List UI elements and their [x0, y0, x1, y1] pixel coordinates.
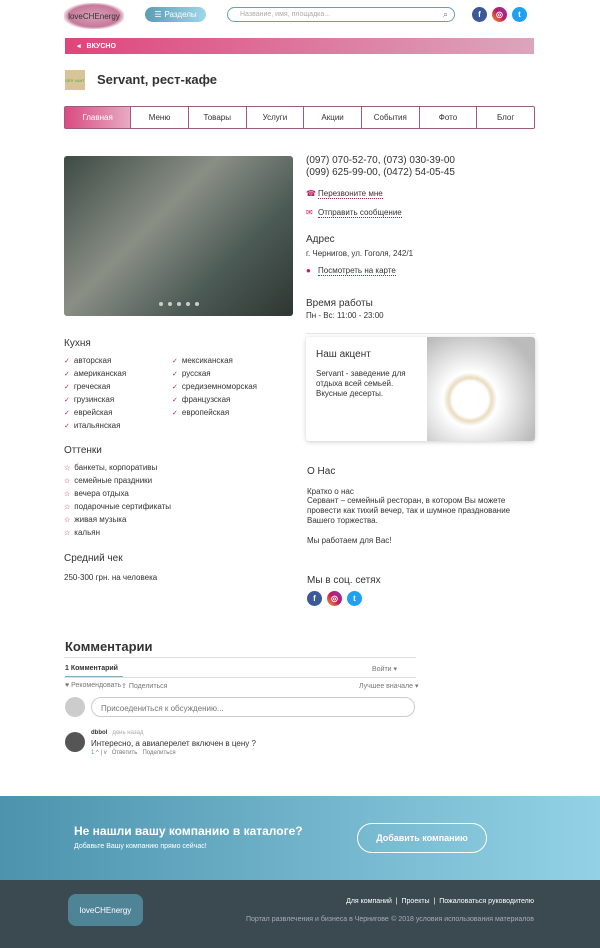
divider [64, 677, 416, 678]
slider-dots[interactable] [159, 302, 199, 306]
list-item: ☆ кальян [64, 528, 100, 537]
check-circle-icon: ☆ [64, 504, 71, 511]
share-button[interactable]: ⇪ Поделиться [121, 683, 168, 690]
send-message-link[interactable]: Отправить сообщение [318, 208, 402, 217]
tab-main[interactable]: Главная [65, 107, 130, 128]
check-circle-icon: ☆ [64, 517, 71, 524]
cta-banner: Не нашли вашу компанию в каталоге? Добавьте Вашу компанию прямо сейчас! Добавить компанию [0, 796, 600, 880]
footer-logo[interactable]: loveCHEnergy [68, 894, 143, 926]
check-circle-icon: ✓ [172, 371, 178, 378]
list-item: ☆ подарочные сертификаты [64, 502, 172, 511]
facebook-icon[interactable]: f [307, 591, 322, 606]
comments-title: Комментарии [65, 639, 153, 654]
list-item: ✓ русская [172, 369, 211, 378]
menu-icon: ☰ [154, 10, 162, 19]
instagram-icon[interactable]: ◎ [327, 591, 342, 606]
tea-image [427, 337, 535, 441]
list-item: ✓ американская [64, 369, 127, 378]
list-item: ☆ семейные праздники [64, 476, 153, 485]
comment-share-link[interactable]: Поделиться [142, 750, 176, 756]
check-circle-icon: ✓ [172, 410, 178, 417]
check-circle-icon: ✓ [172, 358, 178, 365]
tab-menu[interactable]: Меню [130, 107, 188, 128]
contacts: (097) 070-52-70, (073) 030-39-00 (099) 625-99-00, (0472) 54-05-45 ☎ Перезвоните мне ✉ Отправить сообщение Адрес г. Чернигов, ул. Гоголя, 242/1 ● Посмотреть на карте Время работы Пн - Вс: 11:00 - 23:00 [306, 155, 536, 334]
list-item: ✓ средиземноморская [172, 382, 257, 391]
tab-photo[interactable]: Фото [419, 107, 477, 128]
tabs [64, 106, 535, 129]
check-circle-icon: ☆ [64, 478, 71, 485]
phone-icon: ☎ [306, 189, 316, 198]
check-circle-icon: ✓ [64, 410, 70, 417]
user-avatar [65, 697, 85, 717]
check-circle-icon: ☆ [64, 491, 71, 498]
site-logo[interactable]: loveCHEnergy [64, 3, 124, 29]
instagram-icon[interactable]: ◎ [492, 7, 507, 22]
list-item: ☆ вечера отдыха [64, 489, 129, 498]
photo-slider[interactable] [64, 156, 293, 316]
page-title: Servant, рест-кафе [97, 72, 218, 87]
about-section: О Нас Кратко о нас Сервант – семейный ресторан, в котором Вы можете провести как тихий вечер, так и шумное празднование Вашего торжества. Мы работаем для Вас! Мы в соц. сетях f ◎ t [307, 466, 535, 606]
list [64, 355, 172, 433]
list-item: ✓ авторская [64, 356, 112, 365]
tab-services[interactable]: Услуги [246, 107, 304, 128]
terms-link[interactable]: © 2018 условия использования материалов [391, 916, 534, 923]
check-circle-icon: ✓ [64, 384, 70, 391]
comment-text: Интересно, а авиаперелет включен в цену ? [91, 739, 256, 748]
add-company-button[interactable]: Добавить компанию [357, 823, 487, 853]
check-circle-icon: ☆ [64, 530, 71, 537]
footer-link-complain[interactable]: Пожаловаться руководителю [439, 898, 534, 905]
tab-events[interactable]: События [361, 107, 419, 128]
breadcrumb[interactable]: ◂ ВКУСНО [65, 38, 534, 54]
list [64, 462, 294, 540]
check-circle-icon: ✓ [172, 384, 178, 391]
footer-link-companies[interactable]: Для компаний [346, 898, 392, 905]
list-item: ✓ мексиканская [172, 356, 233, 365]
list-item: ✓ европейская [172, 408, 230, 417]
upvote-icon[interactable]: ^ [96, 750, 99, 756]
kitchen-section: Кухня ✓ авторская ✓ американская ✓ греческая ✓ грузинская ✓ еврейская ✓ итальянская ✓ мексиканская ✓ русская ✓ средиземноморская ✓ французская ✓ европейская Оттенки ☆ банкеты, корпоративы ☆ семейные праздники ☆ вечера отдыха ☆ подарочные сертификаты ☆ живая музыка ☆ кальян Средний чек 250-300 грн. на человека [64, 338, 294, 582]
check-circle-icon: ✓ [172, 397, 178, 404]
list-item: ✓ греческая [64, 382, 111, 391]
search-input[interactable]: Название, имя, площадка... ⌕ [227, 7, 455, 22]
check-circle-icon: ✓ [64, 423, 70, 430]
list-item: ☆ банкеты, корпоративы [64, 463, 158, 472]
comment-author[interactable]: dbbol [91, 730, 108, 736]
divider [64, 657, 416, 658]
company-logo: SER VANT [65, 70, 85, 90]
list-item: ☆ живая музыка [64, 515, 127, 524]
search-icon[interactable]: ⌕ [442, 9, 448, 19]
sections-button[interactable]: ☰ Разделы [145, 7, 206, 22]
sort-dropdown[interactable]: Лучшее вначале ▾ [359, 683, 419, 690]
check-circle-icon: ✓ [64, 358, 70, 365]
list [172, 355, 257, 433]
twitter-icon[interactable]: t [347, 591, 362, 606]
check-circle-icon: ✓ [64, 397, 70, 404]
tab-blog[interactable]: Блог [476, 107, 534, 128]
comment-input[interactable]: Присоедениться к обсуждению... [91, 697, 415, 717]
divider [306, 333, 535, 334]
reply-link[interactable]: Ответить [111, 750, 138, 756]
callback-link[interactable]: Перезвоните мне [318, 189, 383, 198]
recommend-button[interactable]: ♥ Рекомендовать [65, 682, 122, 689]
commenter-avatar[interactable] [65, 732, 85, 752]
list-item: ✓ грузинская [64, 395, 115, 404]
list-item: ✓ итальянская [64, 421, 121, 430]
tab-promos[interactable]: Акции [303, 107, 361, 128]
list-item: ✓ французская [172, 395, 231, 404]
accent-card: Наш акцент Servant - заведение для отдыха всей семьей. Вкусные десерты. [306, 337, 535, 441]
tab-goods[interactable]: Товары [188, 107, 246, 128]
facebook-icon[interactable]: f [472, 7, 487, 22]
comments-count-tab[interactable]: 1 Комментарий [65, 665, 123, 678]
chevron-left-icon: ◂ [77, 43, 81, 50]
check-circle-icon: ☆ [64, 465, 71, 472]
check-circle-icon: ✓ [64, 371, 70, 378]
map-pin-icon: ● [306, 266, 311, 275]
footer: loveCHEnergy Для компаний | Проекты | Пожаловаться руководителю Портал развлечения и бизнеса в Чернигове © 2018 условия использования материалов [0, 880, 600, 948]
login-dropdown[interactable]: Войти ▾ [372, 666, 398, 673]
downvote-icon[interactable]: v [103, 750, 107, 756]
view-map-link[interactable]: Посмотреть на карте [318, 266, 396, 275]
list-item: ✓ еврейская [64, 408, 113, 417]
envelope-icon: ✉ [306, 208, 313, 217]
footer-link-projects[interactable]: Проекты [401, 898, 430, 905]
twitter-icon[interactable]: t [512, 7, 527, 22]
